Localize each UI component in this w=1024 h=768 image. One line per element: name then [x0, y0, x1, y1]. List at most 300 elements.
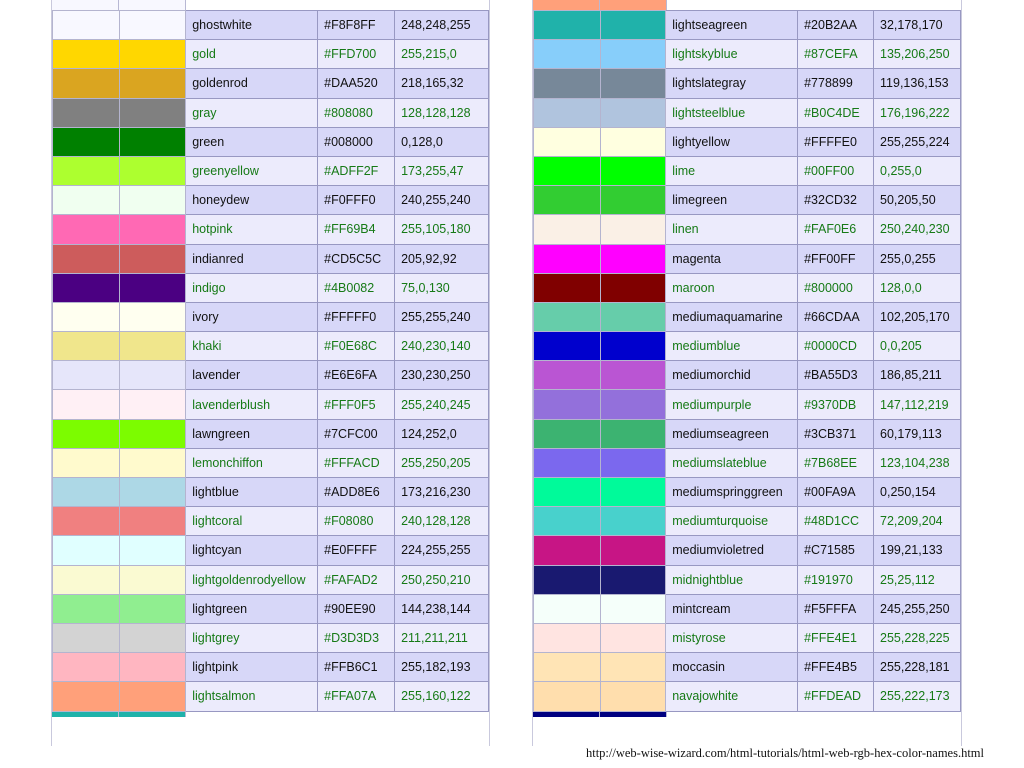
color-name-cell: maroon — [666, 273, 798, 302]
color-swatch — [534, 215, 601, 244]
color-swatch — [53, 244, 120, 273]
bottom-cap-row — [52, 712, 489, 717]
rgb-value-cell: 255,182,193 — [395, 653, 489, 682]
rgb-value-cell: 60,179,113 — [874, 419, 961, 448]
color-swatch — [534, 127, 601, 156]
color-swatch — [600, 69, 666, 98]
color-row — [53, 390, 489, 419]
color-swatch — [119, 594, 186, 623]
color-name-cell: mediumslateblue — [666, 448, 798, 477]
color-swatch — [600, 11, 666, 40]
color-swatch — [534, 69, 601, 98]
cap-swatch — [52, 0, 119, 10]
color-row — [534, 478, 961, 507]
rgb-value-cell: 144,238,144 — [395, 594, 489, 623]
color-name-cell: lightcyan — [186, 536, 318, 565]
rgb-value-cell: 240,255,240 — [395, 186, 489, 215]
color-swatch — [600, 215, 666, 244]
hex-code-cell: #BA55D3 — [798, 361, 874, 390]
hex-code-cell: #66CDAA — [798, 302, 874, 331]
hex-code-cell: #48D1CC — [798, 507, 874, 536]
color-row — [534, 419, 961, 448]
rgb-value-cell: 32,178,170 — [874, 11, 961, 40]
hex-code-cell: #CD5C5C — [318, 244, 395, 273]
color-row — [53, 244, 489, 273]
color-name-cell: lightskyblue — [666, 40, 798, 69]
hex-code-cell: #DAA520 — [318, 69, 395, 98]
color-name-cell: green — [186, 127, 318, 156]
hex-code-cell: #ADFF2F — [318, 156, 395, 185]
color-swatch — [600, 478, 666, 507]
color-row — [534, 11, 961, 40]
color-swatch — [600, 156, 666, 185]
rgb-value-cell: 186,85,211 — [874, 361, 961, 390]
color-row — [534, 302, 961, 331]
rgb-value-cell: 128,0,0 — [874, 273, 961, 302]
color-swatch — [53, 40, 120, 69]
color-swatch — [119, 244, 186, 273]
color-swatch — [53, 11, 120, 40]
rgb-value-cell: 250,250,210 — [395, 565, 489, 594]
color-name-cell: mediumturquoise — [666, 507, 798, 536]
hex-code-cell: #3CB371 — [798, 419, 874, 448]
color-swatch — [53, 361, 120, 390]
cap-swatch — [600, 0, 667, 10]
color-name-cell: goldenrod — [186, 69, 318, 98]
color-swatch — [600, 302, 666, 331]
color-swatch — [119, 419, 186, 448]
hex-code-cell: #00FA9A — [798, 478, 874, 507]
color-name-cell: honeydew — [186, 186, 318, 215]
color-swatch — [600, 536, 666, 565]
color-swatch — [600, 390, 666, 419]
color-swatch — [534, 302, 601, 331]
color-swatch — [534, 536, 601, 565]
color-name-cell: mediumblue — [666, 332, 798, 361]
color-name-cell: moccasin — [666, 653, 798, 682]
cap-swatch — [119, 712, 186, 717]
rgb-value-cell: 128,128,128 — [395, 98, 489, 127]
color-swatch — [119, 156, 186, 185]
color-swatch — [534, 156, 601, 185]
cap-swatch — [119, 0, 186, 10]
color-swatch — [600, 507, 666, 536]
hex-code-cell: #E0FFFF — [318, 536, 395, 565]
color-name-cell: mediumpurple — [666, 390, 798, 419]
color-row — [53, 302, 489, 331]
color-swatch — [534, 186, 601, 215]
color-swatch — [119, 682, 186, 711]
color-swatch — [53, 156, 120, 185]
hex-code-cell: #7CFC00 — [318, 419, 395, 448]
color-swatch — [119, 40, 186, 69]
rgb-value-cell: 255,228,225 — [874, 623, 961, 652]
color-row — [53, 156, 489, 185]
color-swatch — [600, 594, 666, 623]
color-row — [534, 156, 961, 185]
color-row — [534, 186, 961, 215]
color-row — [534, 69, 961, 98]
color-swatch — [600, 244, 666, 273]
color-row — [53, 478, 489, 507]
color-name-cell: lightsalmon — [186, 682, 318, 711]
rgb-value-cell: 230,230,250 — [395, 361, 489, 390]
hex-code-cell: #00FF00 — [798, 156, 874, 185]
hex-code-cell: #808080 — [318, 98, 395, 127]
color-table-left — [51, 0, 490, 746]
hex-code-cell: #FAFAD2 — [318, 565, 395, 594]
color-swatch — [534, 478, 601, 507]
hex-code-cell: #F0E68C — [318, 332, 395, 361]
color-swatch — [534, 361, 601, 390]
color-swatch — [534, 623, 601, 652]
rgb-value-cell: 119,136,153 — [874, 69, 961, 98]
color-swatch — [53, 623, 120, 652]
color-row — [534, 244, 961, 273]
color-name-cell: mediumspringgreen — [666, 478, 798, 507]
rgb-value-cell: 25,25,112 — [874, 565, 961, 594]
color-name-cell: greenyellow — [186, 156, 318, 185]
cap-swatch — [600, 712, 667, 717]
color-swatch — [119, 361, 186, 390]
rgb-value-cell: 245,255,250 — [874, 594, 961, 623]
color-swatch — [53, 98, 120, 127]
color-name-cell: navajowhite — [666, 682, 798, 711]
hex-code-cell: #FFF0F5 — [318, 390, 395, 419]
color-row — [53, 332, 489, 361]
color-swatch — [600, 682, 666, 711]
color-name-cell: khaki — [186, 332, 318, 361]
top-cap-row — [52, 0, 489, 10]
hex-code-cell: #7B68EE — [798, 448, 874, 477]
hex-code-cell: #008000 — [318, 127, 395, 156]
hex-code-cell: #D3D3D3 — [318, 623, 395, 652]
color-name-cell: hotpink — [186, 215, 318, 244]
color-swatch — [53, 507, 120, 536]
rgb-value-cell: 255,240,245 — [395, 390, 489, 419]
hex-code-cell: #90EE90 — [318, 594, 395, 623]
cap-swatch — [52, 712, 119, 717]
cap-swatch — [533, 0, 600, 10]
rgb-value-cell: 135,206,250 — [874, 40, 961, 69]
color-row — [53, 361, 489, 390]
rgb-value-cell: 255,250,205 — [395, 448, 489, 477]
source-url-caption: http://web-wise-wizard.com/html-tutorials/html-web-rgb-hex-color-names.html — [585, 746, 984, 760]
color-name-cell: mediumorchid — [666, 361, 798, 390]
hex-code-cell: #20B2AA — [798, 11, 874, 40]
hex-code-cell: #FFFACD — [318, 448, 395, 477]
hex-code-cell: #87CEFA — [798, 40, 874, 69]
rgb-value-cell: 123,104,238 — [874, 448, 961, 477]
color-name-cell: linen — [666, 215, 798, 244]
color-name-cell: lawngreen — [186, 419, 318, 448]
rgb-value-cell: 205,92,92 — [395, 244, 489, 273]
color-name-cell: lightblue — [186, 478, 318, 507]
hex-code-cell: #ADD8E6 — [318, 478, 395, 507]
color-swatch — [119, 98, 186, 127]
hex-code-cell: #E6E6FA — [318, 361, 395, 390]
color-swatch — [534, 565, 601, 594]
hex-code-cell: #C71585 — [798, 536, 874, 565]
hex-code-cell: #FAF0E6 — [798, 215, 874, 244]
color-name-cell: lemonchiffon — [186, 448, 318, 477]
color-name-cell: mediumseagreen — [666, 419, 798, 448]
hex-code-cell: #F0FFF0 — [318, 186, 395, 215]
color-row — [53, 127, 489, 156]
rgb-value-cell: 255,0,255 — [874, 244, 961, 273]
color-name-cell: lightyellow — [666, 127, 798, 156]
rgb-value-cell: 224,255,255 — [395, 536, 489, 565]
color-swatch — [53, 127, 120, 156]
color-row — [534, 127, 961, 156]
color-swatch — [53, 682, 120, 711]
color-swatch — [534, 507, 601, 536]
color-row — [53, 69, 489, 98]
hex-code-cell: #FFE4B5 — [798, 653, 874, 682]
color-swatch — [53, 186, 120, 215]
cap-swatch — [533, 712, 600, 717]
rgb-value-cell: 72,209,204 — [874, 507, 961, 536]
rgb-value-cell: 0,0,205 — [874, 332, 961, 361]
rgb-value-cell: 250,240,230 — [874, 215, 961, 244]
color-row — [53, 565, 489, 594]
rgb-value-cell: 173,216,230 — [395, 478, 489, 507]
color-name-cell: magenta — [666, 244, 798, 273]
rgb-value-cell: 173,255,47 — [395, 156, 489, 185]
color-row — [53, 594, 489, 623]
color-swatch — [53, 536, 120, 565]
color-row — [53, 186, 489, 215]
color-swatch — [534, 682, 601, 711]
color-row — [534, 507, 961, 536]
color-name-cell: lavender — [186, 361, 318, 390]
color-swatch — [534, 244, 601, 273]
rgb-value-cell: 255,160,122 — [395, 682, 489, 711]
rgb-value-cell: 211,211,211 — [395, 623, 489, 652]
rgb-value-cell: 0,255,0 — [874, 156, 961, 185]
color-row — [534, 565, 961, 594]
color-row — [53, 40, 489, 69]
color-name-cell: lime — [666, 156, 798, 185]
color-name-cell: lightgrey — [186, 623, 318, 652]
color-row — [534, 594, 961, 623]
color-row — [534, 361, 961, 390]
color-swatch — [600, 653, 666, 682]
hex-code-cell: #FFFFF0 — [318, 302, 395, 331]
color-swatch — [534, 11, 601, 40]
color-swatch — [600, 448, 666, 477]
color-swatch — [119, 215, 186, 244]
color-row — [534, 98, 961, 127]
color-swatch — [119, 448, 186, 477]
color-row — [53, 273, 489, 302]
rgb-value-cell: 199,21,133 — [874, 536, 961, 565]
rgb-value-cell: 255,255,224 — [874, 127, 961, 156]
hex-code-cell: #4B0082 — [318, 273, 395, 302]
color-row — [534, 40, 961, 69]
color-name-cell: gray — [186, 98, 318, 127]
color-swatch — [600, 623, 666, 652]
hex-code-cell: #FFD700 — [318, 40, 395, 69]
color-row — [53, 98, 489, 127]
hex-code-cell: #FFDEAD — [798, 682, 874, 711]
color-swatch — [53, 273, 120, 302]
rgb-value-cell: 255,215,0 — [395, 40, 489, 69]
color-name-cell: lightpink — [186, 653, 318, 682]
color-swatch — [119, 186, 186, 215]
hex-code-cell: #FFFFE0 — [798, 127, 874, 156]
color-name-cell: lightgoldenrodyellow — [186, 565, 318, 594]
color-row — [53, 419, 489, 448]
color-swatch — [600, 127, 666, 156]
bottom-cap-row — [533, 712, 961, 717]
hex-code-cell: #9370DB — [798, 390, 874, 419]
color-swatch — [119, 653, 186, 682]
rgb-value-cell: 147,112,219 — [874, 390, 961, 419]
color-name-cell: mintcream — [666, 594, 798, 623]
color-swatch — [119, 332, 186, 361]
hex-code-cell: #B0C4DE — [798, 98, 874, 127]
hex-code-cell: #FFE4E1 — [798, 623, 874, 652]
color-swatch — [119, 390, 186, 419]
color-row — [53, 11, 489, 40]
color-name-cell: gold — [186, 40, 318, 69]
color-swatch — [534, 98, 601, 127]
color-swatch — [53, 332, 120, 361]
color-table-right — [532, 0, 962, 746]
rgb-value-cell: 218,165,32 — [395, 69, 489, 98]
color-name-cell: lightcoral — [186, 507, 318, 536]
color-swatch — [534, 332, 601, 361]
color-swatch — [600, 186, 666, 215]
color-row — [534, 623, 961, 652]
color-row — [53, 536, 489, 565]
color-row — [53, 448, 489, 477]
color-swatch — [600, 361, 666, 390]
color-swatch — [119, 11, 186, 40]
hex-code-cell: #FFA07A — [318, 682, 395, 711]
color-row — [53, 507, 489, 536]
color-swatch — [53, 448, 120, 477]
rgb-value-cell: 176,196,222 — [874, 98, 961, 127]
color-swatch — [600, 419, 666, 448]
color-swatch — [600, 40, 666, 69]
color-swatch — [53, 478, 120, 507]
color-name-cell: lightslategray — [666, 69, 798, 98]
rgb-value-cell: 240,230,140 — [395, 332, 489, 361]
color-row — [53, 215, 489, 244]
rgb-value-cell: 124,252,0 — [395, 419, 489, 448]
color-name-cell: mediumaquamarine — [666, 302, 798, 331]
color-row — [534, 448, 961, 477]
color-table — [52, 10, 489, 712]
color-row — [534, 390, 961, 419]
hex-code-cell: #800000 — [798, 273, 874, 302]
color-row — [534, 536, 961, 565]
color-swatch — [53, 215, 120, 244]
color-name-cell: lightseagreen — [666, 11, 798, 40]
color-swatch — [53, 69, 120, 98]
color-swatch — [53, 565, 120, 594]
color-swatch — [534, 40, 601, 69]
color-swatch — [53, 594, 120, 623]
color-swatch — [119, 623, 186, 652]
rgb-value-cell: 255,228,181 — [874, 653, 961, 682]
color-swatch — [53, 419, 120, 448]
color-swatch — [534, 273, 601, 302]
color-swatch — [119, 478, 186, 507]
hex-code-cell: #FF00FF — [798, 244, 874, 273]
color-swatch — [119, 302, 186, 331]
color-row — [534, 332, 961, 361]
rgb-value-cell: 102,205,170 — [874, 302, 961, 331]
color-name-cell: midnightblue — [666, 565, 798, 594]
hex-code-cell: #FFB6C1 — [318, 653, 395, 682]
rgb-value-cell: 0,250,154 — [874, 478, 961, 507]
rgb-value-cell: 75,0,130 — [395, 273, 489, 302]
hex-code-cell: #F08080 — [318, 507, 395, 536]
top-cap-row — [533, 0, 961, 10]
color-row — [534, 682, 961, 711]
color-name-cell: limegreen — [666, 186, 798, 215]
color-swatch — [53, 653, 120, 682]
color-row — [53, 653, 489, 682]
color-row — [53, 682, 489, 711]
color-name-cell: ghostwhite — [186, 11, 318, 40]
color-swatch — [534, 594, 601, 623]
hex-code-cell: #F5FFFA — [798, 594, 874, 623]
color-name-cell: mediumvioletred — [666, 536, 798, 565]
color-swatch — [600, 98, 666, 127]
hex-code-cell: #0000CD — [798, 332, 874, 361]
color-swatch — [53, 390, 120, 419]
color-name-cell: mistyrose — [666, 623, 798, 652]
color-swatch — [119, 127, 186, 156]
color-swatch — [119, 565, 186, 594]
color-name-cell: lavenderblush — [186, 390, 318, 419]
color-swatch — [119, 273, 186, 302]
rgb-value-cell: 50,205,50 — [874, 186, 961, 215]
rgb-value-cell: 255,222,173 — [874, 682, 961, 711]
color-name-cell: lightsteelblue — [666, 98, 798, 127]
color-swatch — [534, 390, 601, 419]
color-swatch — [600, 565, 666, 594]
color-swatch — [600, 273, 666, 302]
color-row — [53, 623, 489, 652]
rgb-value-cell: 248,248,255 — [395, 11, 489, 40]
rgb-value-cell: 255,105,180 — [395, 215, 489, 244]
hex-code-cell: #32CD32 — [798, 186, 874, 215]
color-table — [533, 10, 961, 712]
rgb-value-cell: 0,128,0 — [395, 127, 489, 156]
hex-code-cell: #F8F8FF — [318, 11, 395, 40]
color-swatch — [534, 653, 601, 682]
color-name-cell: lightgreen — [186, 594, 318, 623]
color-swatch — [119, 536, 186, 565]
color-name-cell: indianred — [186, 244, 318, 273]
color-swatch — [119, 69, 186, 98]
color-row — [534, 215, 961, 244]
color-row — [534, 653, 961, 682]
color-swatch — [53, 302, 120, 331]
hex-code-cell: #778899 — [798, 69, 874, 98]
color-name-cell: ivory — [186, 302, 318, 331]
color-swatch — [600, 332, 666, 361]
rgb-value-cell: 240,128,128 — [395, 507, 489, 536]
color-row — [534, 273, 961, 302]
hex-code-cell: #191970 — [798, 565, 874, 594]
hex-code-cell: #FF69B4 — [318, 215, 395, 244]
